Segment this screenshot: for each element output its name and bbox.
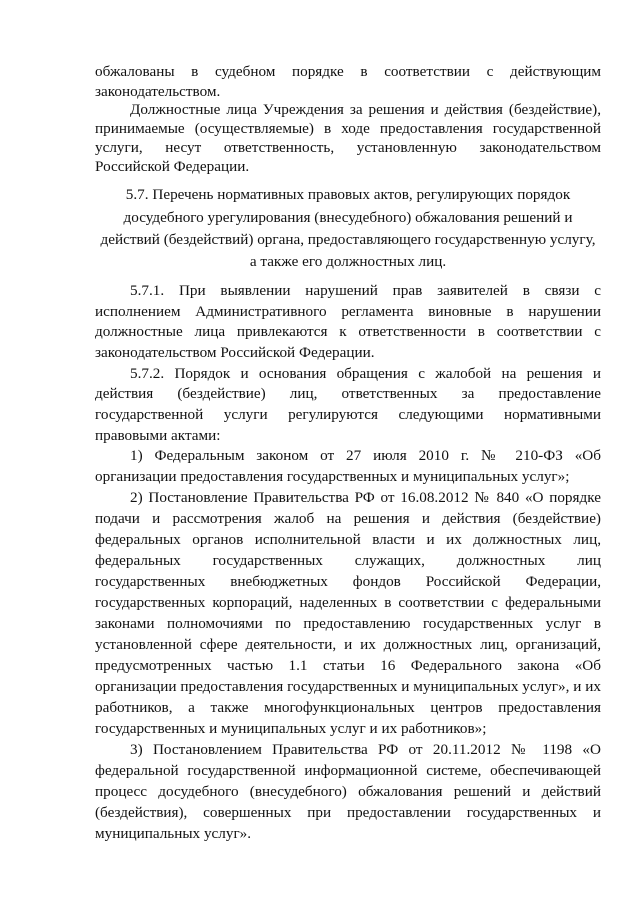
officials-line-3: услуги, несут ответственность, установленную законодательством: [95, 139, 601, 156]
item-3-line-1: 3) Постановлением Правительства РФ от 20.11.2012 № 1198 «О: [130, 741, 601, 758]
clause-571-line-4: законодательством Российской Федерации.: [95, 344, 375, 361]
item-1-line-2: организации предоставления государственных и муниципальных услуг»;: [95, 468, 570, 485]
item-2-line-2: подачи и рассмотрения жалоб на решения и действия (бездействие): [95, 510, 601, 527]
item-2-line-6: государственных корпораций, наделенных в соответствии с федеральными: [95, 594, 601, 611]
section-heading-line-1: 5.7. Перечень нормативных правовых актов, регулирующих порядок: [125, 186, 571, 203]
item-2-line-5: государственных внебюджетных фондов Российской Федерации,: [95, 573, 601, 590]
item-2-line-12: государственных и муниципальных услуг и их работников»;: [95, 720, 487, 737]
clause-572-line-1: 5.7.2. Порядок и основания обращения с жалобой на решения и: [130, 365, 601, 382]
section-heading-line-2: досудебного урегулирования (внесудебного) обжалования решений и: [123, 209, 573, 226]
item-3-line-2: федеральной государственной информационной системе, обеспечивающей: [95, 762, 601, 779]
clause-572-line-2: действия (бездействие) лиц, ответственных за предоставление: [95, 385, 601, 402]
item-2-line-8: установленной сфере деятельности, и их должностных лиц, организаций,: [95, 636, 601, 653]
item-2-line-3: федеральных органов исполнительной власти и их должностных лиц,: [95, 531, 601, 548]
item-3-line-4: (бездействия), совершенных при предоставлении государственных и: [95, 804, 601, 821]
intro-line-1: обжалованы в судебном порядке в соответствии с действующим: [95, 63, 601, 80]
item-2-line-11: работников, а также многофункциональных центров предоставления: [95, 699, 601, 716]
item-1-line-1: 1) Федеральным законом от 27 июля 2010 г. № 210-ФЗ «Об: [130, 447, 601, 464]
item-3-line-3: процесс досудебного (внесудебного) обжалования решений и действий: [95, 783, 601, 800]
item-2-line-9: предусмотренных частью 1.1 статьи 16 Федерального закона «Об: [95, 657, 601, 674]
section-heading-line-3: действий (бездействий) органа, предоставляющего государственную услугу,: [100, 231, 596, 248]
item-2-line-7: законами полномочиями по предоставлению государственных услуг в: [95, 615, 601, 632]
clause-571-line-3: должностные лица привлекаются к ответственности в соответствии с: [95, 323, 601, 340]
item-2-line-1: 2) Постановление Правительства РФ от 16.08.2012 № 840 «О порядке: [130, 489, 601, 506]
clause-571-line-2: исполнением Административного регламента виновные в нарушении: [95, 303, 601, 320]
item-3-line-5: муниципальных услуг».: [95, 825, 252, 842]
item-2-line-4: федеральных государственных служащих, должностных лиц: [95, 552, 601, 569]
clause-572-line-3: государственной услуги регулируются следующими нормативными: [95, 406, 601, 423]
clause-572-line-4: правовыми актами:: [95, 427, 221, 444]
section-heading-line-4: а также его должностных лиц.: [249, 253, 447, 270]
intro-line-2: законодательством.: [95, 83, 221, 100]
officials-line-4: Российской Федерации.: [95, 158, 250, 175]
clause-571-line-1: 5.7.1. При выявлении нарушений прав заявителей в связи с: [130, 282, 601, 299]
item-2-line-10: организации предоставления государственных и муниципальных услуг», и их: [95, 678, 601, 695]
officials-line-2: принимаемые (осуществляемые) в ходе предоставления государственной: [95, 120, 601, 137]
officials-line-1: Должностные лица Учреждения за решения и действия (бездействие),: [130, 101, 601, 118]
